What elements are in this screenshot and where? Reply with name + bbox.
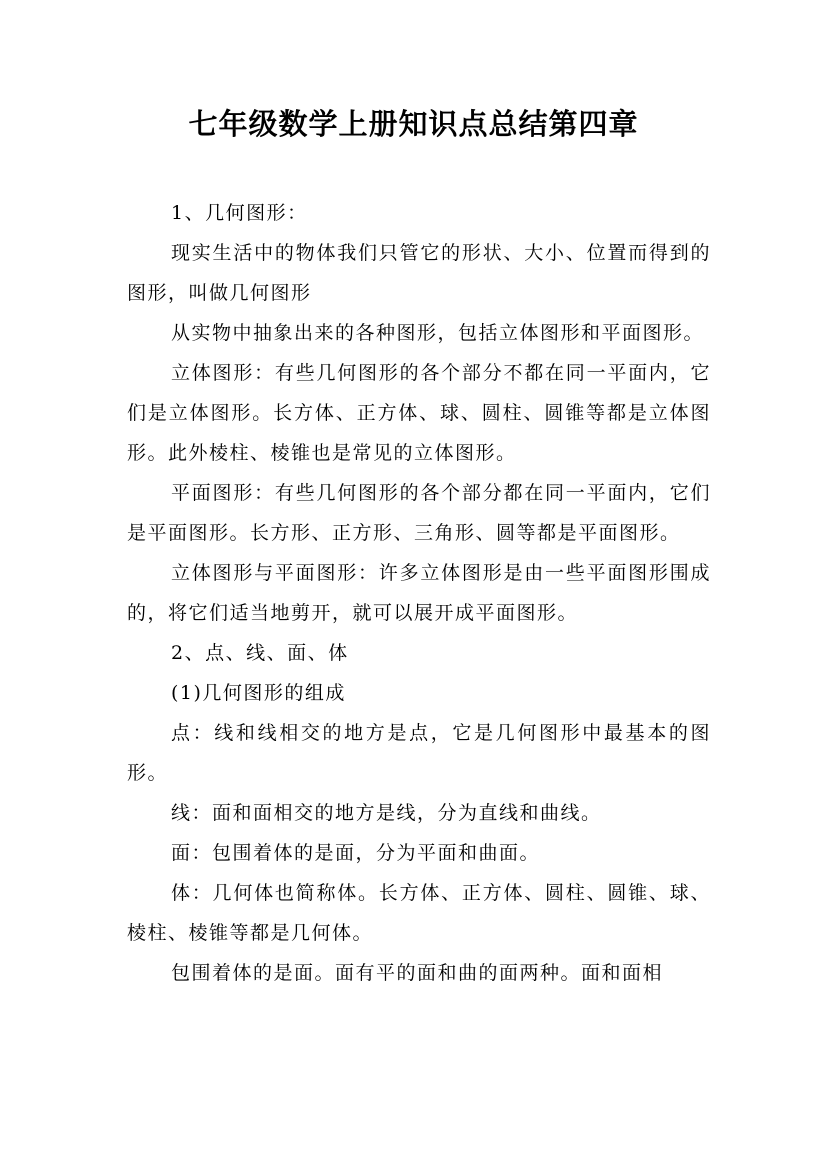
paragraph-definition: 现实生活中的物体我们只管它的形状、大小、位置而得到的图形，叫做几何图形 [127, 242, 711, 304]
paragraph-solid: 体：几何体也简称体。长方体、正方体、圆柱、圆锥、球、棱柱、棱锥等都是几何体。 [127, 882, 711, 944]
paragraph-abstraction: 从实物中抽象出来的各种图形，包括立体图形和平面图形。 [171, 322, 705, 344]
paragraph-plane-figures: 平面图形：有些几何图形的各个部分都在同一平面内，它们是平面图形。长方形、正方形、三角形、圆等都是平面图形。 [127, 482, 711, 544]
paragraph-solid-figures: 立体图形：有些几何图形的各个部分不都在同一平面内，它们是立体图形。长方体、正方体、球、圆柱、圆锥等都是立体图形。此外棱柱、棱锥也是常见的立体图形。 [127, 362, 711, 464]
paragraph-point: 点：线和线相交的地方是点，它是几何图形中最基本的图形。 [127, 722, 711, 784]
section-heading-geometric-figures: 1、几何图形： [171, 202, 308, 224]
page-title: 七年级数学上册知识点总结第四章 [188, 107, 639, 141]
paragraph-surfaces-enclose: 包围着体的是面。面有平的面和曲的面两种。面和面相 [171, 962, 664, 984]
paragraph-line: 线：面和面相交的地方是线，分为直线和曲线。 [171, 802, 602, 824]
paragraph-surface: 面：包围着体的是面，分为平面和曲面。 [171, 842, 541, 864]
document-body [127, 193, 711, 993]
section-heading-point-line-surface-solid: 2、点、线、面、体 [171, 642, 349, 664]
subheading-composition: (1)几何图形的组成 [171, 682, 346, 704]
paragraph-solid-and-plane: 立体图形与平面图形：许多立体图形是由一些平面图形围成的，将它们适当地剪开，就可以展开成平面图形。 [127, 562, 711, 624]
